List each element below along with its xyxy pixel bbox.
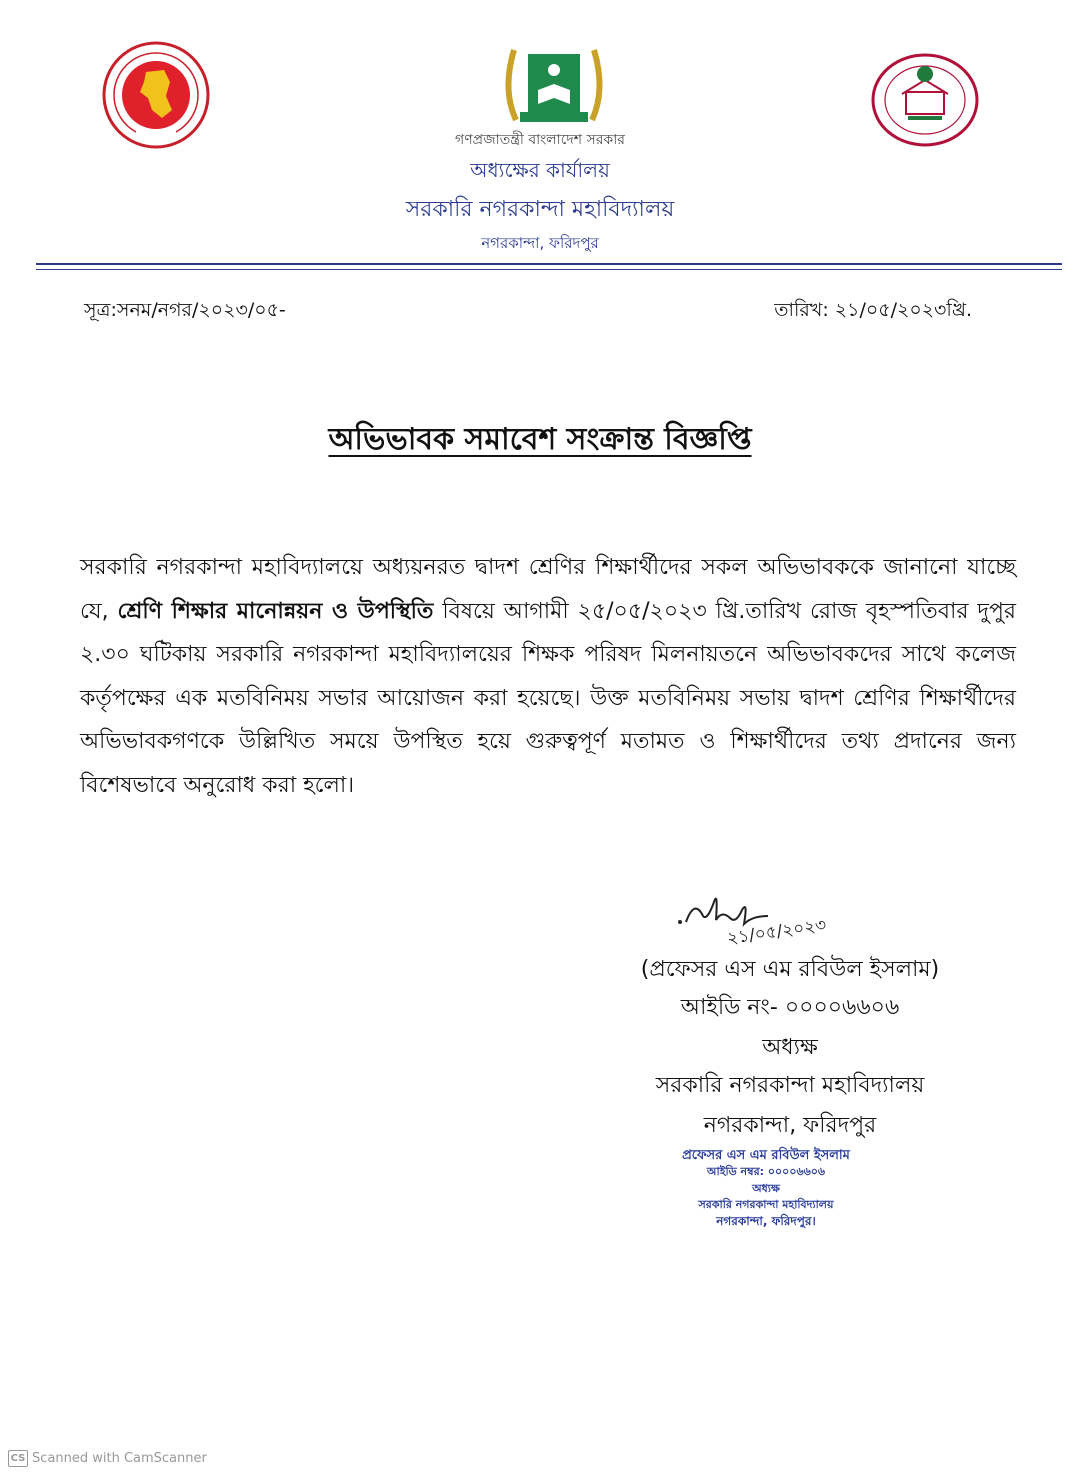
college-logo-icon (498, 42, 610, 128)
college-location: নগরকান্দা, ফরিদপুর (481, 234, 599, 252)
body-text-part1: সরকারি নগরকান্দা মহাবিদ্যালয়ে অধ্যয়নরত দ্বাদশ শ্রেণির শিক্ষার্থীদের সকল অভিভাবককে জানানো যাচ্ছে যে, (80, 555, 1016, 624)
stamp-id: আইডি নম্বর: ০০০০৬৬০৬ (706, 1165, 826, 1178)
signatory-place: নগরকান্দা, ফরিদপুর (703, 1113, 877, 1138)
scanner-watermark-text: Scanned with CamScanner (32, 1451, 207, 1466)
scanner-watermark (8, 1450, 207, 1467)
stamp-place: নগরকান্দা, ফরিদপুর। (716, 1214, 816, 1228)
document-date: তারিখ: ২১/০৫/২০২৩খ্রি. (774, 299, 972, 321)
stamp-college: সরকারি নগরকান্দা মহাবিদ্যালয় (698, 1198, 834, 1211)
office-name: অধ্যক্ষের কার্যালয় (470, 158, 610, 182)
government-name: গণপ্রজাতন্ত্রী বাংলাদেশ সরকার (455, 132, 625, 148)
notice-title (0, 415, 1080, 466)
svg-text:২১/০৫/২০২৩: ২১/০৫/২০২৩ (725, 915, 828, 949)
header-divider-thin (36, 269, 1062, 270)
signatory-id: আইডি নং- ০০০০৬৬০৬ (680, 995, 900, 1020)
body-text-part2: বিষয়ে আগামী ২৫/০৫/২০২৩ খ্রি.তারিখ রোজ বৃহস্পতিবার দুপুর ২.৩০ ঘটিকায় সরকারি নগরকান্দা মহাবিদ্যালয়ের শিক্ষক পরিষদ মিলনায়তনে অভিভাবকদের সাথে কলেজ কর্তৃপক্ষের এক মতবিনিময় সভার আয়োজন করা হয়েছে। উক্ত মতবিনিময় সভায় দ্বাদশ শ্রেণির শিক্ষার্থীদের অভিভাবকগণকে উল্লিখিত সময়ে উপস্থিত হয়ে গুরুত্বপূর্ণ মতামত ও শিক্ষার্থীদের তথ্য প্রদানের জন্য বিশেষভাবে অনুরোধ করা হলো। (80, 598, 1016, 798)
camscanner-icon: CS (8, 1450, 28, 1467)
handwritten-signature (672, 880, 872, 950)
stamp-designation: অধ্যক্ষ (752, 1182, 780, 1195)
notice-title-text: অভিভাবক সমাবেশ সংক্রান্ত বিজ্ঞপ্তি (328, 422, 752, 457)
signatory-name: (প্রফেসর এস এম রবিউল ইসলাম) (640, 957, 940, 982)
reference-number: সূত্র:সনম/নগর/২০২৩/০৫- (84, 299, 286, 321)
signatory-college: সরকারি নগরকান্দা মহাবিদ্যালয় (655, 1073, 925, 1098)
signatory-designation: অধ্যক্ষ (762, 1035, 818, 1060)
stamp-name: প্রফেসর এস এম রবিউল ইসলাম (682, 1148, 850, 1163)
college-name: সরকারি নগরকান্দা মহাবিদ্যালয় (405, 197, 675, 222)
header-divider (36, 263, 1062, 265)
body-text-bold: শ্রেণি শিক্ষার মানোন্নয়ন ও উপস্থিতি (117, 598, 434, 624)
notice-body (80, 546, 1016, 807)
